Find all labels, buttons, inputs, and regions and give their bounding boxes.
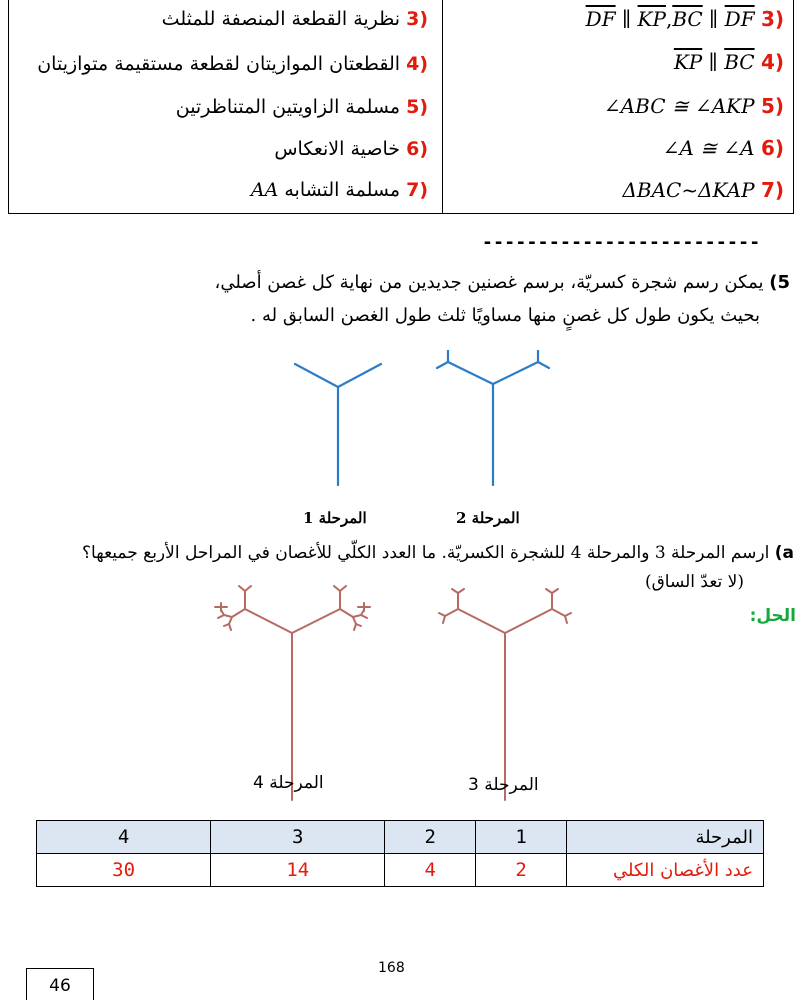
reason-3: (3 نظرية القطعة المنصفة للمثلث [161,8,428,30]
table-header-row [37,821,764,854]
stage-3-label: المرحلة 3 [468,775,539,795]
statement-6: (6 ∠A ≅ ∠A [662,136,784,160]
problem-line-2: بحيث يكون طول كل غصنٍ منها مساويًا ثلث طول الغصن السابق له . [250,305,760,326]
problem-line-1: 5) يمكن رسم شجرة كسريّة، برسم غصنين جديدين من نهاية كل غصن أصلي، [214,272,790,293]
reason-4: (4 القطعتان الموازيتان لقطعة مستقيمة متوازيتان [37,53,428,75]
solution-label: الحل: [749,606,796,626]
branches-table [36,820,764,887]
table-row [37,854,764,887]
table-cell: 4 [385,854,476,887]
tree-stage-1 [295,364,381,485]
stage-1-label: المرحلة 1 [303,509,367,527]
reason-6: (6 خاصية الانعكاس [274,138,428,160]
table-cell: 14 [211,854,385,887]
table-cell: 3 [211,821,385,854]
table-cell: 1 [476,821,567,854]
table-cell: 2 [476,854,567,887]
stage-2-label: المرحلة 2 [456,509,520,527]
statement-4: (4 $\overline{KP}$ ∥ $\overline{BC}$ [673,50,784,74]
part-a-line-2: (لا تعدّ الساق) [644,572,744,592]
table-cell: 4 [37,821,211,854]
table-cell: 30 [37,854,211,887]
box-number: 46 [26,968,94,1000]
reason-7: (7 مسلمة التشابه AA [250,179,428,201]
tree-stage-4 [215,586,370,800]
statement-3: (3 $\overline{DF}$ ∥ $\overline{KP},\overline{BC}$ ∥ $\overline{DF}$ [585,7,784,31]
stage-4-label: المرحلة 4 [253,773,324,793]
proof-divider [442,0,443,214]
statement-7: (7 ΔBAC~ΔKAP [622,178,784,202]
table-row-label: عدد الأغصان الكلي [567,854,764,887]
table-header-label: المرحلة [567,821,764,854]
table-cell: 2 [385,821,476,854]
statement-5: (5 ∠ABC ≅ ∠AKP [603,94,784,118]
blue-trees [280,350,580,510]
tree-stage-2 [437,350,549,485]
tree-stage-3 [439,589,571,800]
dashed-separator: ------------------------- [482,232,761,253]
reason-5: (5 مسلمة الزاويتين المتناظرتين [175,96,428,118]
page-number: 168 [378,960,405,976]
part-a-line-1: a) ارسم المرحلة 3 والمرحلة 4 للشجرة الكسريّة. ما العدد الكلّي للأغصان في المراحل الأربع جميعها؟ [82,543,794,563]
